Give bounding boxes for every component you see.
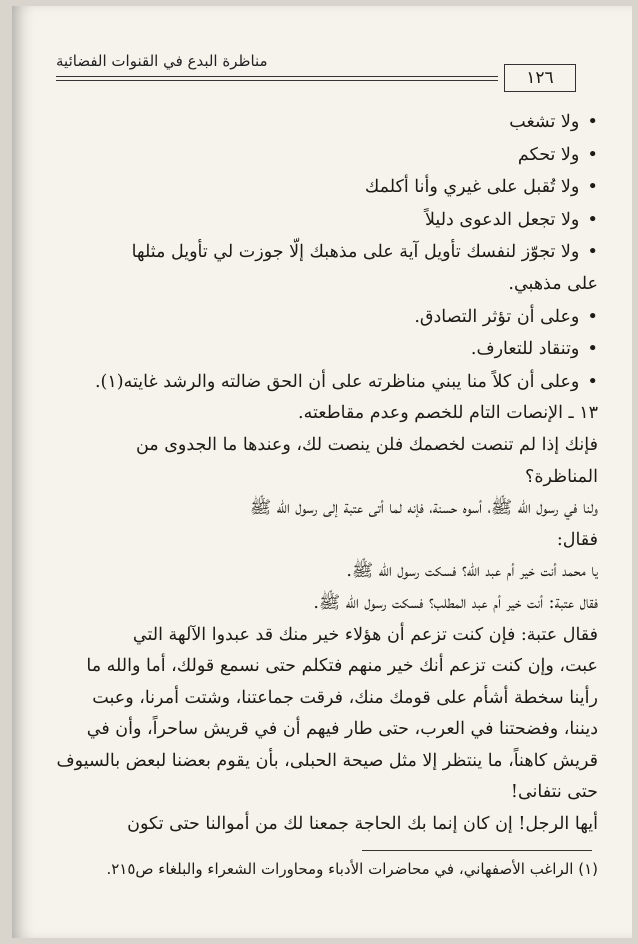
footnote-rule (362, 850, 592, 851)
text-line: ولنا في رسول الله ﷺ، أسوه حسنة، فإنه لما أتى عتبة إلى رسول الله ﷺ (249, 498, 598, 519)
running-title: مناظرة البدع في القنوات الفضائية (56, 52, 268, 70)
text-line: على مذهبي. (508, 273, 598, 294)
text-line: قريش كاهناً، ما ينتظر إلا مثل صيحة الحبلى، بأن يقوم بعضنا لبعض بالسيوف (56, 750, 598, 771)
text-line: المناظرة؟ (525, 466, 598, 487)
header-rule (56, 80, 498, 81)
text-line: حتى نتفانى! (510, 782, 598, 803)
text-line: • ولا تُقبل على غيري وأنا أكلمك (48, 171, 598, 204)
header-rule (56, 76, 498, 77)
text-line: • ولا تحكم (48, 139, 598, 172)
text-line: يا محمد أنت خير أم عبد الله؟ فسكت رسول الله ﷺ. (346, 561, 598, 582)
book-page (12, 6, 632, 938)
body-text (48, 106, 598, 841)
text-line: • وعلى أن تؤثر التصادق. (48, 301, 598, 334)
text-line: أيها الرجل! إن كان إنما بك الحاجة جمعنا لك من أموالنا حتى تكون (127, 814, 598, 835)
text-line: فقال: (556, 529, 598, 550)
text-line: رأينا سخطة أشأم على قومك منك، فرقت جماعتنا، وشتت أمرنا، وعبت (92, 687, 598, 708)
text-line: ١٣ ـ الإنصات التام للخصم وعدم مقاطعته. (298, 403, 598, 424)
text-line: • ولا تجعل الدعوى دليلاً (48, 204, 598, 237)
text-line: ديننا، وفضحتنا في العرب، حتى طار فيهم أن في قريش ساحراً، وأن في (86, 719, 598, 740)
text-line: فإنك إذا لم تنصت لخصمك فلن ينصت لك، وعندها ما الجدوى من (135, 434, 598, 455)
text-line: فقال عتبة: أنت خير أم عبد المطلب؟ فسكت رسول الله ﷺ. (313, 592, 598, 613)
text-line: • وعلى أن كلاً منا يبني مناظرته على أن الحق ضالته والرشد غايته(١). (48, 366, 598, 399)
text-line: • ولا تشغب (48, 106, 598, 139)
text-line: فقال عتبة: فإن كنت تزعم أن هؤلاء خير منك قد عبدوا الآلهة التي (132, 624, 598, 645)
footnote: (١) الراغب الأصفهاني، في محاضرات الأدباء ومحاورات الشعراء والبلغاء ص٢١٥. (106, 860, 598, 878)
page-number: ١٢٦ (504, 64, 576, 92)
page-header (56, 52, 576, 92)
text-line: • ولا تجوّز لنفسك تأويل آية على مذهبك إلّا جوزت لي تأويل مثلها (48, 236, 598, 269)
text-line: • وتنقاد للتعارف. (48, 333, 598, 366)
text-line: عبت، وإن كنت تزعم أنك خير منهم فتكلم حتى نسمع قولك، أما والله ما (86, 656, 598, 677)
